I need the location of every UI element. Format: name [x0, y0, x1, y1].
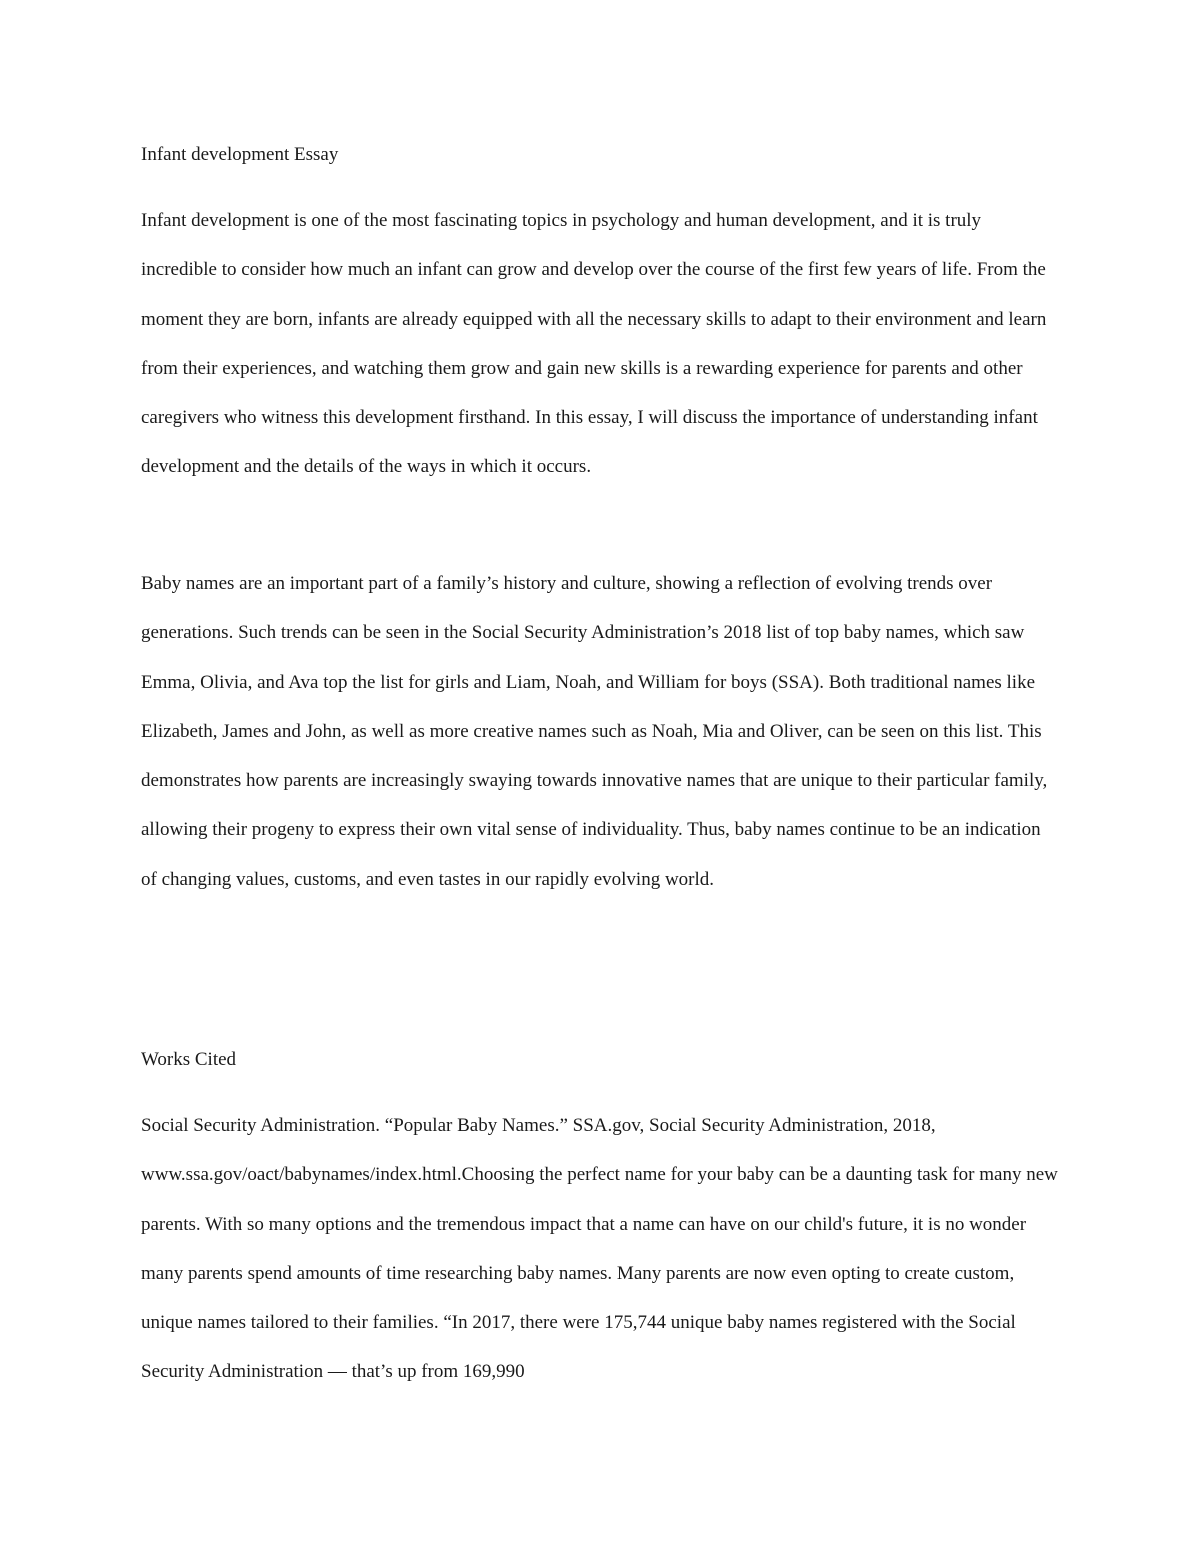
document-page: [141, 0, 1061, 1553]
works-cited-entry: Social Security Administration. “Popular Baby Names.” SSA.gov, Social Security Administration, 2018, www.ssa.gov/oact/babynames/index.html.Choosing the perfect name for your baby can be a daunting task for many new parents. With so many options and the tremendous impact that a name can have on our child's future, it is no wonder many parents spend amounts of time researching baby names. Many parents are now even opting to create custom, unique names tailored to their families. “In 2017, there were 175,744 unique baby names registered with the Social Security Administration — that’s up from 169,990: [141, 1115, 1058, 1383]
document-title: Infant development Essay: [141, 144, 339, 165]
paragraph-baby-names: Baby names are an important part of a family’s history and culture, showing a reflection of evolving trends over generations. Such trends can be seen in the Social Security Administration’s 2018 list of top baby names, which saw Emma, Olivia, and Ava top the list for girls and Liam, Noah, and William for boys (SSA). Both traditional names like Elizabeth, James and John, as well as more creative names such as Noah, Mia and Oliver, can be seen on this list. This demonstrates how parents are increasingly swaying towards innovative names that are unique to their particular family, allowing their progeny to express their own vital sense of individuality. Thus, baby names continue to be an indication of changing values, customs, and even tastes in our rapidly evolving world.: [141, 573, 1048, 890]
paragraph-intro: Infant development is one of the most fascinating topics in psychology and human development, and it is truly incredible to consider how much an infant can grow and develop over the course of the first few years of life. From the moment they are born, infants are already equipped with all the necessary skills to adapt to their environment and learn from their experiences, and watching them grow and gain new skills is a rewarding experience for parents and other caregivers who witness this development firsthand. In this essay, I will discuss the importance of understanding infant development and the details of the ways in which it occurs.: [141, 210, 1047, 478]
works-cited-heading: Works Cited: [141, 1049, 237, 1070]
